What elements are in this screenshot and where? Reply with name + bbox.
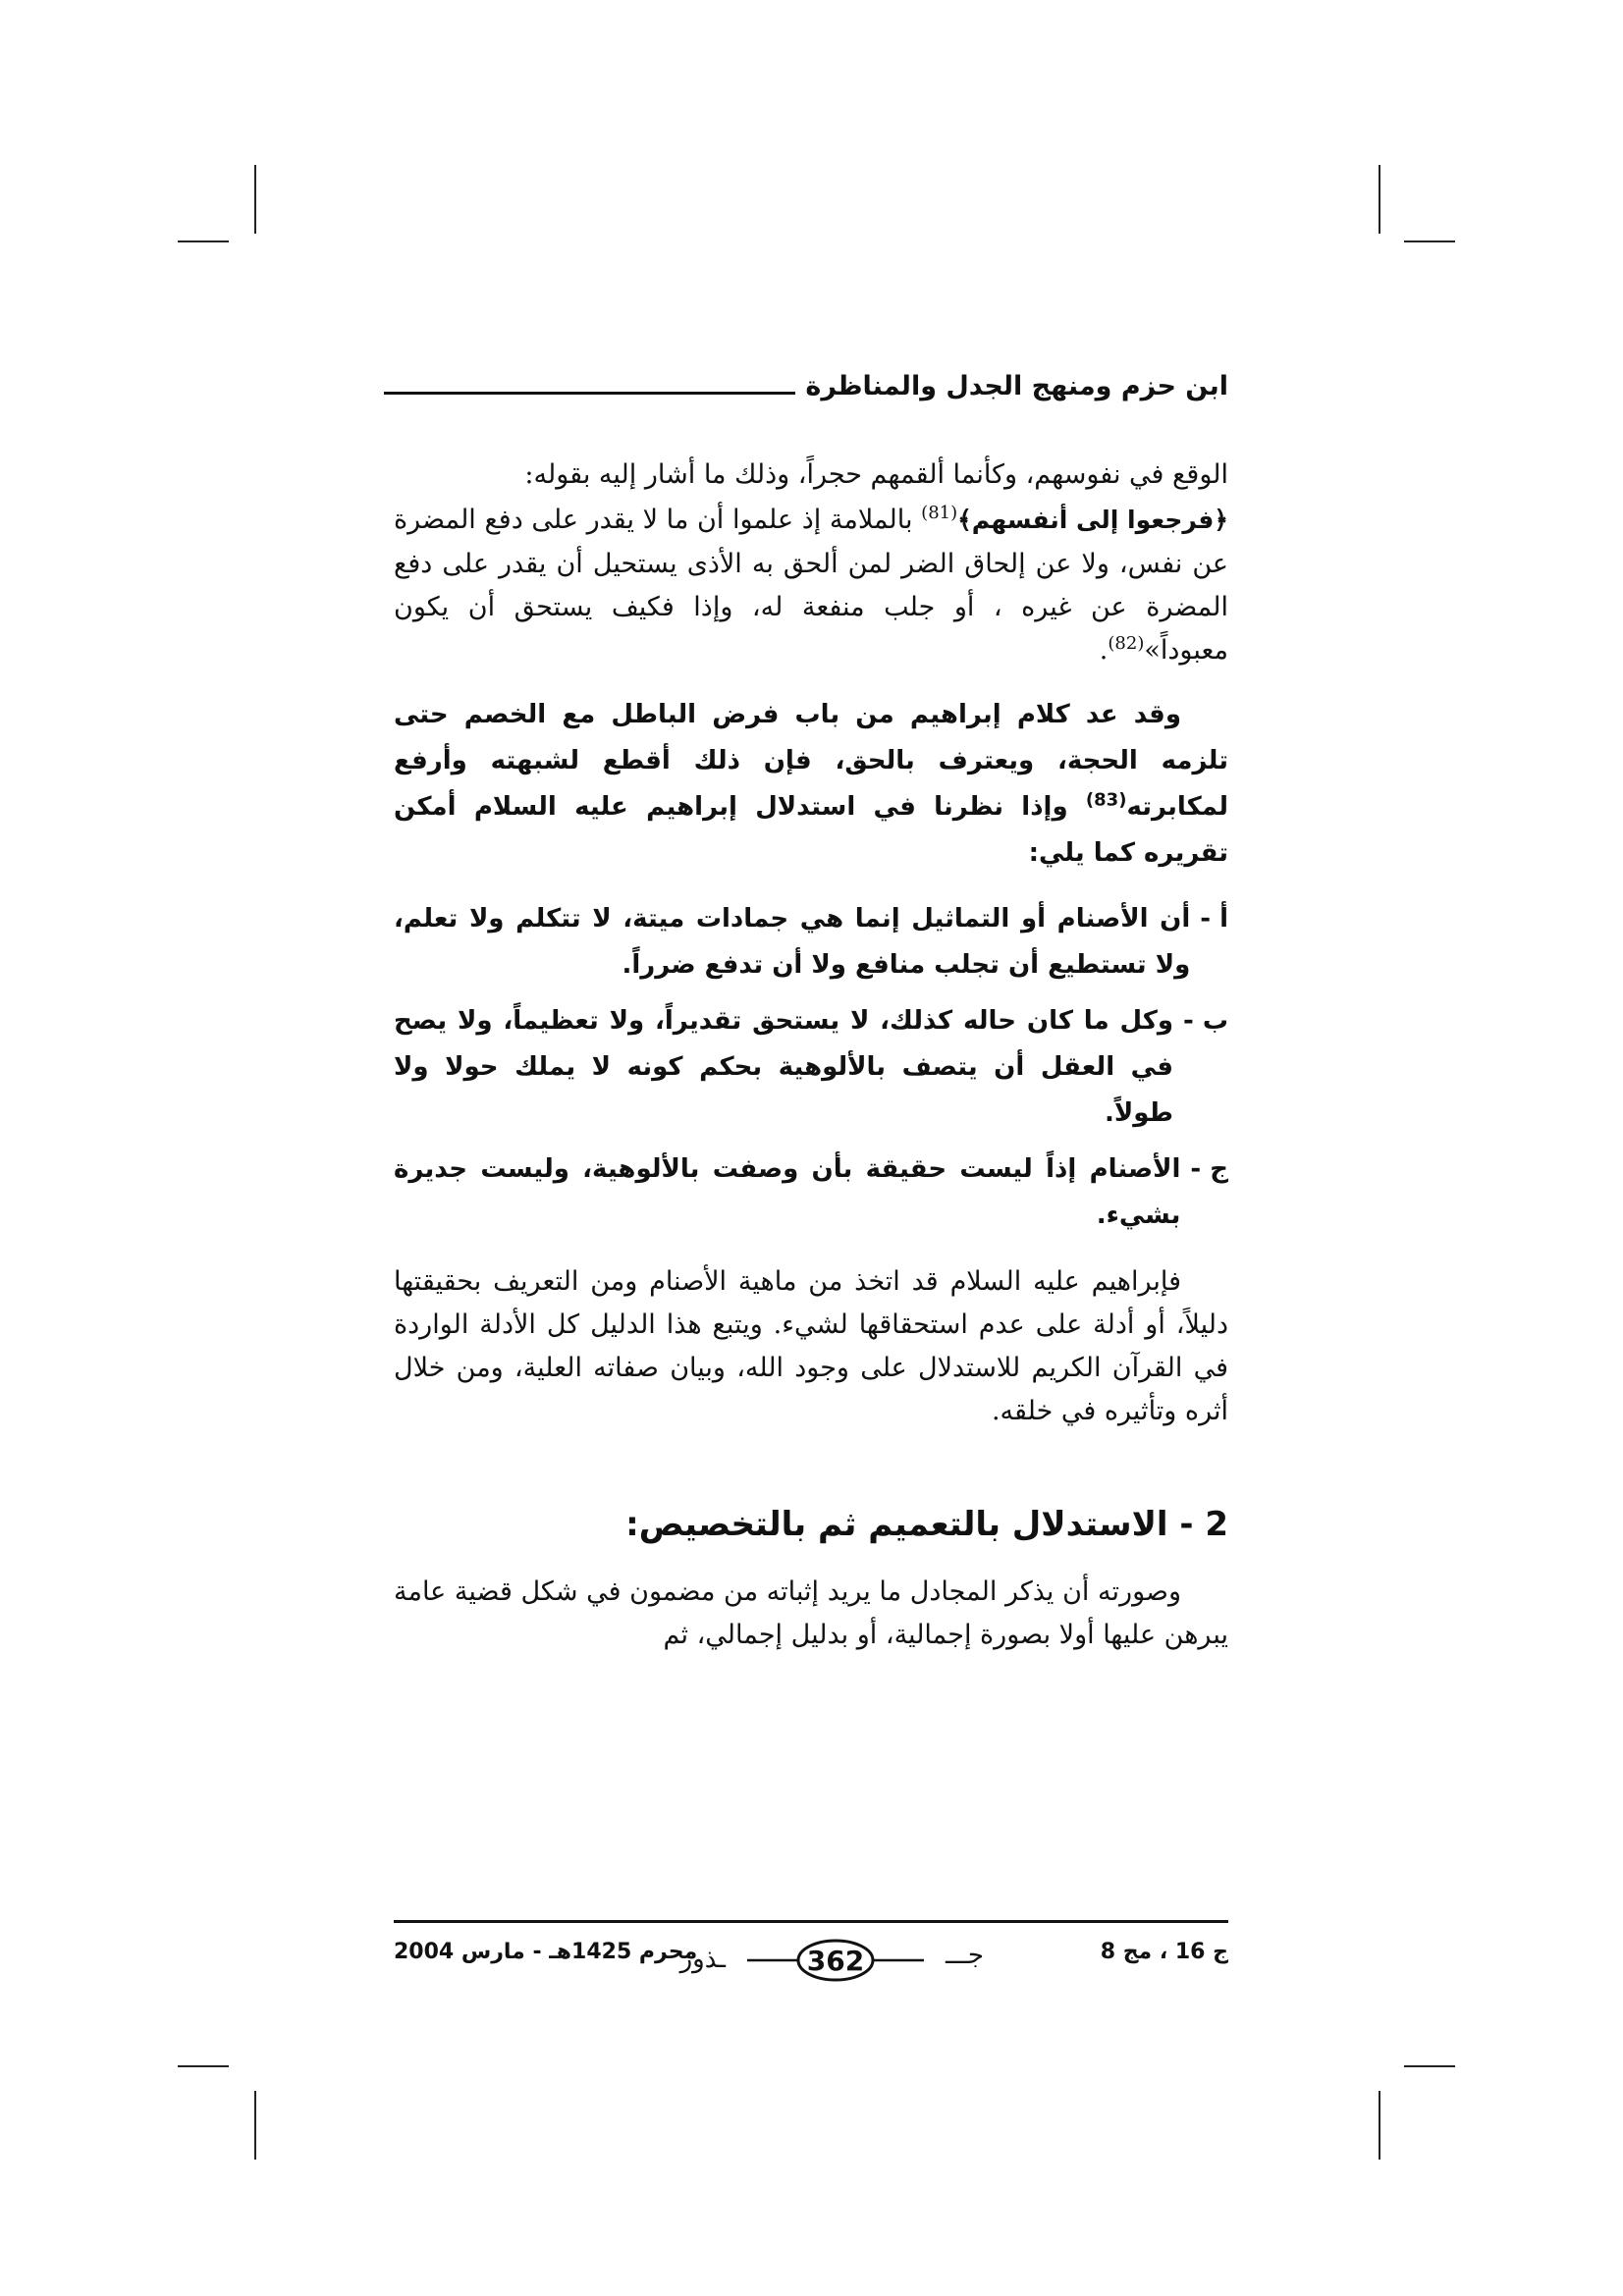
crop-mark bbox=[178, 2065, 229, 2067]
issue-info: ج 16 ، مج 8 bbox=[1100, 1940, 1228, 1964]
running-header bbox=[384, 367, 1228, 406]
journal-logo bbox=[679, 1934, 984, 1987]
list-text: الأصنام إذاً ليست حقيقة بأن وصفت بالألوهية، وليست جديرة بشيء. bbox=[394, 1154, 1181, 1230]
para2-text1: وقد عد كلام إبراهيم من باب فرض الباطل مع الخصم حتى تلزمه الحجة، ويعترف بالحق، فإن ذلك أقطع لشبهته وأرفع لمكابرته bbox=[394, 700, 1228, 822]
quran-quote: ﴿فرجعوا إلى أنفسهم﴾ bbox=[957, 506, 1228, 534]
crop-mark bbox=[254, 165, 256, 234]
para2-text2: وإذا نظرنا في استدلال إبراهيم عليه السلام أمكن تقريره كما يلي: bbox=[394, 792, 1228, 868]
footnote-ref-81: (81) bbox=[921, 503, 958, 523]
page-number-badge bbox=[679, 1934, 984, 1987]
list-marker: أ - bbox=[1200, 904, 1228, 934]
crop-mark bbox=[1379, 2091, 1380, 2160]
logo-letter-right: جـــ bbox=[946, 1941, 984, 1970]
footnote-ref-83: (83) bbox=[1085, 789, 1127, 811]
crop-mark bbox=[1404, 2065, 1455, 2067]
issue-date: محرم 1425هـ - مارس 2004 bbox=[394, 1940, 698, 1964]
list-text: أن الأصنام أو التماثيل إنما هي جمادات ميتة، لا تتكلم ولا تعلم، ولا تستطيع أن تجلب منافع ولا أن تدفع ضرراً. bbox=[394, 904, 1191, 980]
page-content bbox=[394, 454, 1228, 1677]
paragraph-3: فإبراهيم عليه السلام قد اتخذ من ماهية الأصنام ومن التعريف بحقيقتها دليلاً، أو أدلة على عدم استحقاقها لشيء. ويتبع هذا الدليل كل الأدلة الواردة في القرآن الكريم للاستدلال على وجود الله، وبيان صفاته العلية، ومن خلال أثره وتأثيره في خلقه. bbox=[394, 1266, 1228, 1426]
header-title: ابن حزم ومنهج الجدل والمناظرة bbox=[805, 371, 1228, 401]
para1-end: . bbox=[1099, 635, 1109, 666]
paragraph-2 bbox=[394, 692, 1228, 877]
paragraph-1 bbox=[394, 454, 1228, 672]
crop-mark bbox=[1404, 240, 1455, 242]
list-marker: ج - bbox=[1190, 1154, 1228, 1184]
list-item bbox=[394, 998, 1228, 1137]
section-heading: 2 - الاستدلال بالتعميم ثم بالتخصيص: bbox=[625, 1505, 1228, 1544]
crop-mark bbox=[178, 240, 229, 242]
list-item bbox=[394, 896, 1228, 988]
list-marker: ب - bbox=[1183, 1006, 1228, 1036]
para1-body: بالملامة إذ علموا أن ما لا يقدر على دفع المضرة عن نفس، ولا عن إلحاق الضر لمن ألحق به الأذى يستحيل أن يقدر على دفع المضرة عن غيره ، أو جلب منفعة له، وإذا فكيف يستحق أن يكون معبوداً» bbox=[394, 505, 1228, 666]
page-number: 362 bbox=[806, 1945, 865, 1977]
header-rule bbox=[384, 392, 795, 395]
crop-mark bbox=[1379, 165, 1380, 234]
list-text: وكل ما كان حاله كذلك، لا يستحق تقديراً، ولا تعظيماً، ولا يصح في العقل أن يتصف بالألوهية بحكم كونه لا يملك حولا ولا طولاً. bbox=[394, 1006, 1174, 1128]
para1-line1: الوقع في نفوسهم، وكأنما ألقمهم حجراً، وذلك ما أشار إليه بقوله: bbox=[524, 459, 1228, 490]
footnote-ref-82: (82) bbox=[1108, 633, 1145, 654]
page-footer bbox=[394, 1934, 1228, 1987]
section-paragraph: وصورته أن يذكر المجادل ما يريد إثباته من مضمون في شكل قضية عامة يبرهن عليها أولا بصورة إجمالية، أو بدليل إجمالي، ثم bbox=[394, 1576, 1228, 1650]
crop-mark bbox=[254, 2091, 256, 2160]
list-item bbox=[394, 1147, 1228, 1239]
logo-letter-left: ـذور bbox=[679, 1945, 726, 1974]
footer-rule bbox=[394, 1920, 1228, 1923]
